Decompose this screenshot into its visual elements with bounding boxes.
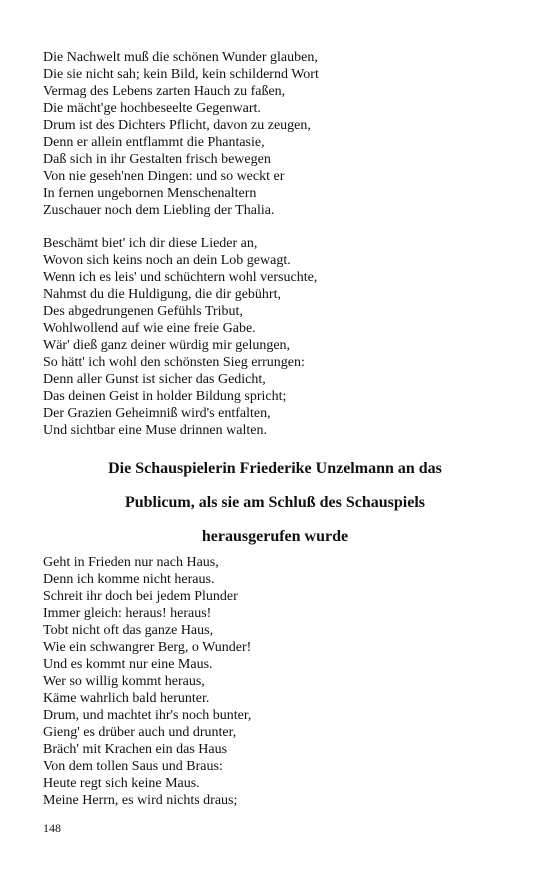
verse-line: Wenn ich es leis' und schüchtern wohl versuchte, — [43, 270, 318, 285]
verse-line: Denn er allein entflammt die Phantasie, — [43, 135, 265, 150]
poem-title-line: Die Schauspielerin Friederike Unzelmann an das — [108, 460, 442, 477]
verse-line: Geht in Frieden nur nach Haus, — [43, 555, 219, 570]
poem-title-line: Publicum, als sie am Schluß des Schauspiels — [124, 494, 426, 511]
verse-line: Zuschauer noch dem Liebling der Thalia. — [43, 203, 275, 218]
verse-line: In fernen ungebornen Menschenaltern — [43, 186, 257, 201]
verse-line: Wie ein schwangrer Berg, o Wunder! — [43, 640, 252, 655]
verse-line: Wovon sich keins noch an dein Lob gewagt. — [43, 253, 291, 268]
page-number: 148 — [43, 821, 61, 835]
verse-line: Bräch' mit Krachen ein das Haus — [43, 742, 228, 757]
verse-line: Und sichtbar eine Muse drinnen walten. — [43, 423, 267, 438]
poem-stanza-1 — [43, 49, 319, 219]
verse-line: Von nie geseh'nen Dingen: und so weckt er — [43, 169, 285, 184]
verse-line: Und es kommt nur eine Maus. — [43, 657, 213, 672]
verse-line: Die sie nicht sah; kein Bild, kein schildernd Wort — [43, 67, 319, 82]
poem-title — [40, 452, 510, 554]
verse-line: Schreit ihr doch bei jedem Plunder — [43, 589, 238, 604]
verse-line: So hätt' ich wohl den schönsten Sieg errungen: — [43, 355, 305, 370]
verse-line: Wer so willig kommt heraus, — [43, 674, 205, 689]
verse-line: Denn aller Gunst ist sicher das Gedicht, — [43, 372, 266, 387]
poem-title-line: herausgerufen wurde — [201, 528, 349, 545]
verse-line: Gieng' es drüber auch und drunter, — [43, 725, 237, 740]
verse-line: Wär' dieß ganz deiner würdig mir gelungen, — [43, 338, 291, 353]
verse-line: Die mächt'ge hochbeseelte Gegenwart. — [43, 101, 261, 116]
verse-line: Wohlwollend auf wie eine freie Gabe. — [43, 321, 256, 336]
verse-line: Beschämt biet' ich dir diese Lieder an, — [43, 236, 258, 251]
verse-line: Vermag des Lebens zarten Hauch zu faßen, — [43, 84, 286, 99]
verse-line: Käme wahrlich bald herunter. — [43, 691, 210, 706]
verse-line: Drum ist des Dichters Pflicht, davon zu zeugen, — [43, 118, 311, 133]
verse-line: Daß sich in ihr Gestalten frisch bewegen — [43, 152, 271, 167]
verse-line: Immer gleich: heraus! heraus! — [43, 606, 212, 621]
verse-line: Drum, und machtet ihr's noch bunter, — [43, 708, 252, 723]
verse-line: Denn ich komme nicht heraus. — [43, 572, 215, 587]
verse-line: Die Nachwelt muß die schönen Wunder glauben, — [43, 50, 318, 65]
verse-line: Des abgedrungenen Gefühls Tribut, — [43, 304, 243, 319]
verse-line: Heute regt sich keine Maus. — [43, 776, 200, 791]
verse-line: Nahmst du die Huldigung, die dir gebührt, — [43, 287, 281, 302]
verse-line: Von dem tollen Saus und Braus: — [43, 759, 223, 774]
poem-stanza-2 — [43, 235, 317, 439]
verse-line: Tobt nicht oft das ganze Haus, — [43, 623, 214, 638]
verse-line: Der Grazien Geheimniß wird's entfalten, — [43, 406, 271, 421]
verse-line: Meine Herrn, es wird nichts draus; — [43, 793, 238, 808]
poem-stanza-3 — [43, 554, 251, 809]
verse-line: Das deinen Geist in holder Bildung spricht; — [43, 389, 287, 404]
